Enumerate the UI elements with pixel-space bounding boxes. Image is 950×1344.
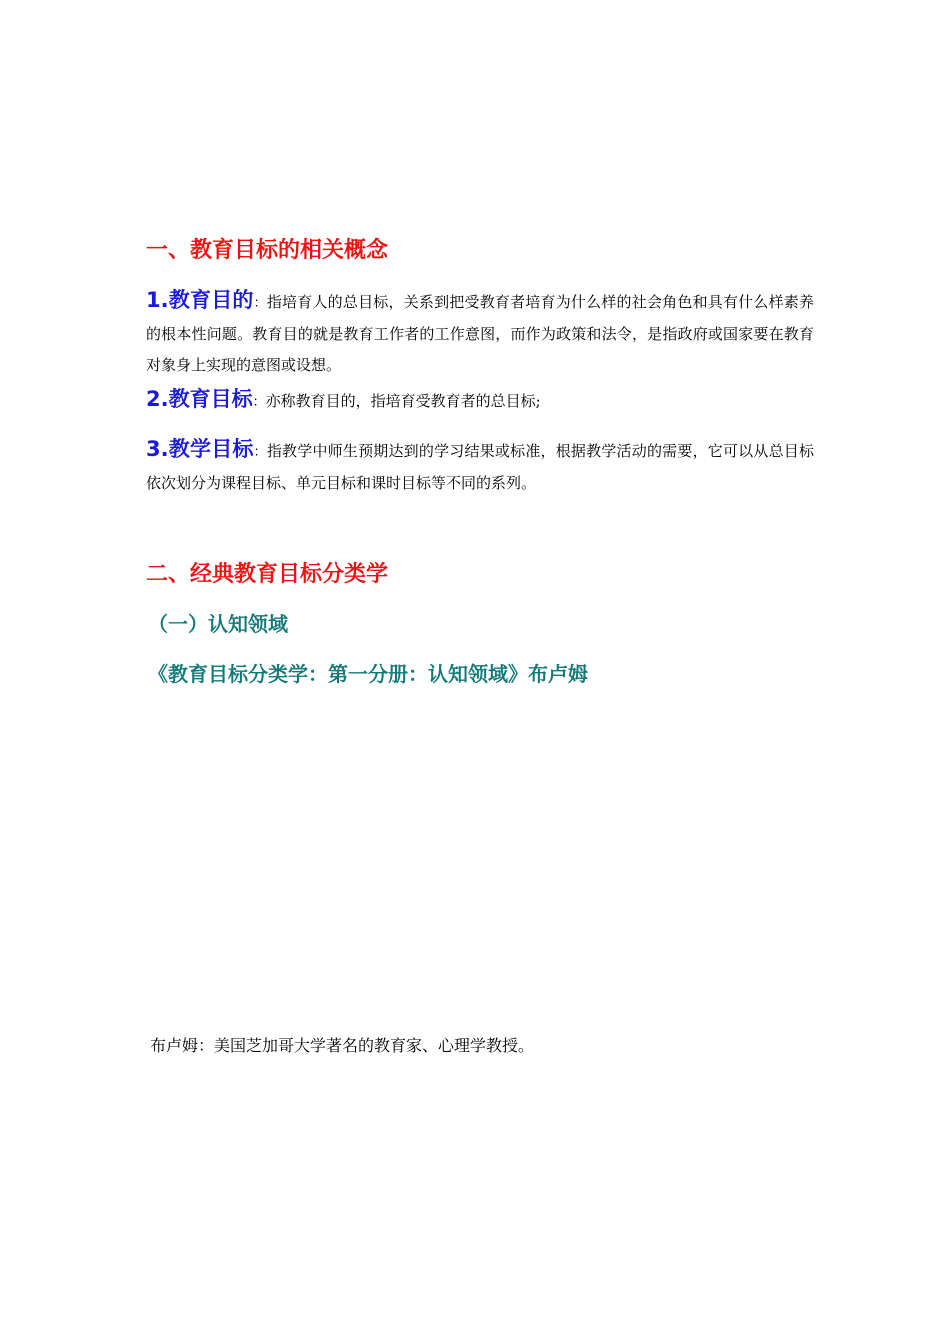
definition-term-2: 2.教育目标 [146,387,253,411]
definition-term-3: 3.教学目标 [146,437,254,461]
book-title: 《教育目标分类学：第一分册：认知领域》布卢姆 [148,662,588,686]
cognitive-domain-subheading: （一）认知领域 [148,612,288,636]
section1-heading: 一、教育目标的相关概念 [146,238,389,263]
definition-text-2: 亦称教育目的，指培育受教育者的总目标; [265,392,541,410]
definition-item-3 [146,434,814,499]
definition-colon-3: ： [253,445,267,460]
definition-text-1: 指培育人的总目标，关系到把受教育者培育为什么样的社会角色和具有什么样素养的根本性问题。教育目的就是教育工作者的工作意图，而作为政策和法令，是指政府或国家要在教育对象身上实现的意图或设想。 [146,293,814,374]
definition-item-1 [146,285,814,381]
section2-heading: 二、经典教育目标分类学 [146,562,389,587]
bloom-caption: 布卢姆：美国芝加哥大学著名的教育家、心理学教授。 [150,1036,535,1055]
definition-text-3: 指教学中师生预期达到的学习结果或标准，根据教学活动的需要，它可以从总目标依次划分为课程目标、单元目标和课时目标等不同的系列。 [146,442,814,492]
definition-colon-2: ： [252,395,266,410]
definition-colon-1: ： [253,296,267,311]
definition-term-1: 1.教育目的 [146,288,254,312]
definition-item-2 [146,384,814,418]
